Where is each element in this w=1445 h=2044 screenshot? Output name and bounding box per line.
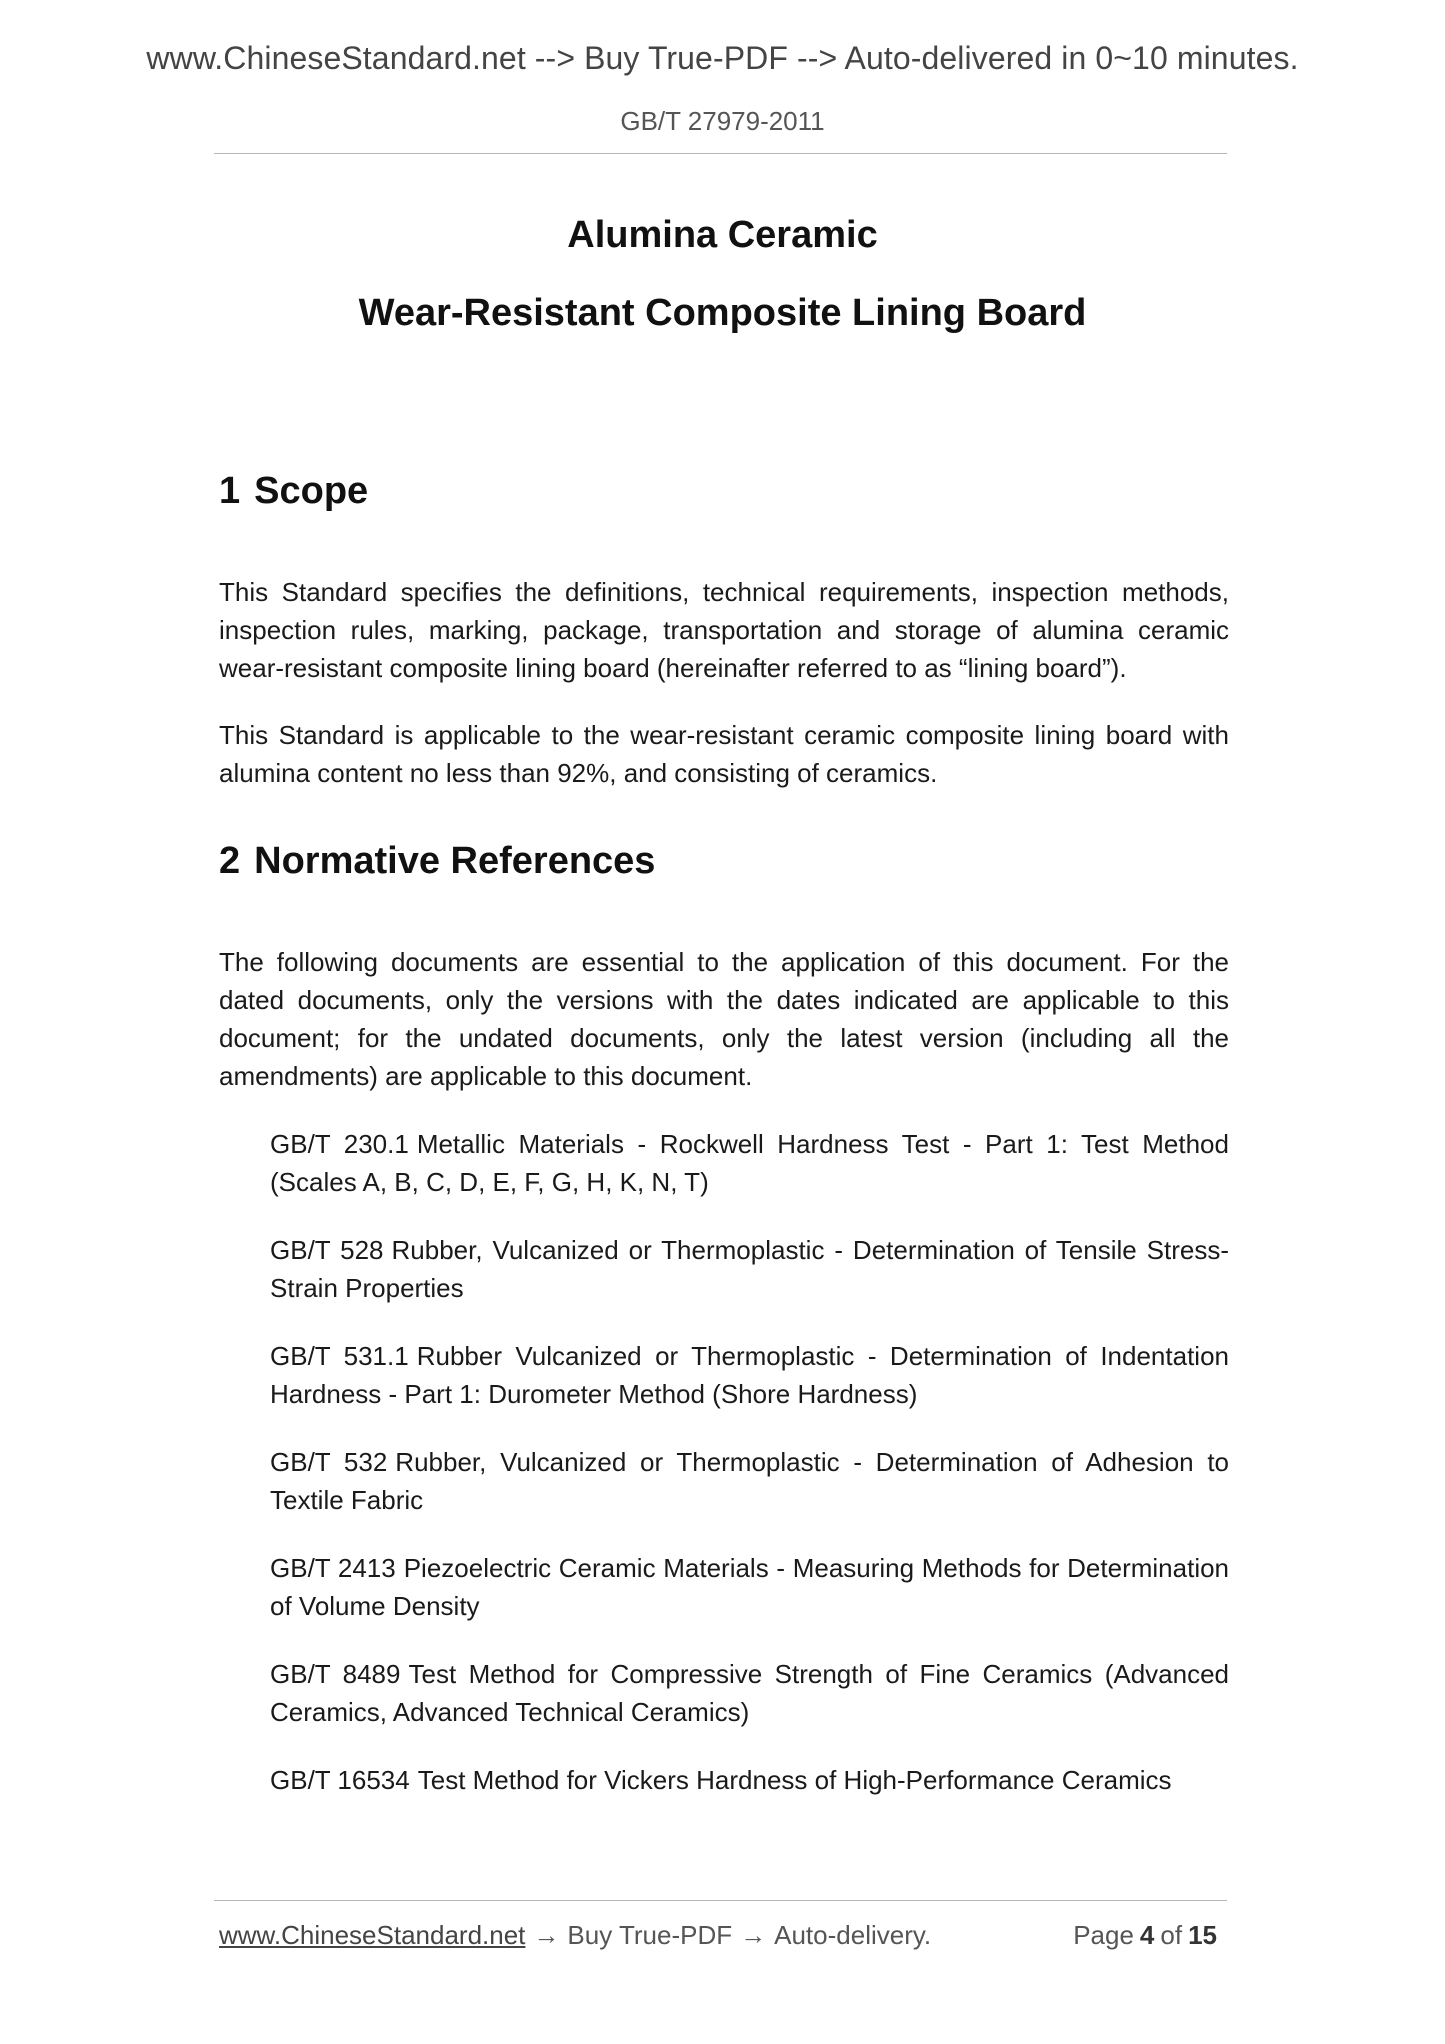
reference-item bbox=[270, 1231, 1229, 1307]
header-divider bbox=[214, 153, 1227, 154]
reference-title: Rubber Vulcanized or Thermoplastic - Determination of Indentation Hardness - Part 1: Durometer Method (Shore Hardness) bbox=[270, 1341, 1229, 1409]
reference-code: GB/T 2413 bbox=[270, 1553, 396, 1583]
footer-delivery-text: Auto-delivery. bbox=[774, 1920, 932, 1950]
section-heading-normative-references bbox=[219, 840, 655, 883]
reference-item bbox=[270, 1761, 1229, 1799]
reference-item bbox=[270, 1337, 1229, 1413]
section-heading-scope bbox=[219, 470, 368, 513]
page-current: 4 bbox=[1139, 1920, 1155, 1950]
footer-buy-text: Buy True-PDF bbox=[567, 1920, 733, 1950]
standard-code: GB/T 27979-2011 bbox=[620, 106, 825, 136]
reference-title: Metallic Materials - Rockwell Hardness Test - Part 1: Test Method (Scales A, B, C, D, E, F, G, H, K, N, T) bbox=[270, 1129, 1229, 1197]
reference-item bbox=[270, 1443, 1229, 1519]
reference-code: GB/T 528 bbox=[270, 1235, 384, 1265]
reference-code: GB/T 531.1 bbox=[270, 1341, 409, 1371]
reference-code: GB/T 16534 bbox=[270, 1765, 410, 1795]
footer-site-link[interactable]: www.ChineseStandard.net bbox=[219, 1920, 526, 1950]
reference-title: Test Method for Compressive Strength of Fine Ceramics (Advanced Ceramics, Advanced Technical Ceramics) bbox=[270, 1659, 1230, 1727]
document-title-line-2: Wear-Resistant Composite Lining Board bbox=[358, 292, 1087, 334]
reference-title: Rubber, Vulcanized or Thermoplastic - Determination of Adhesion to Textile Fabric bbox=[270, 1447, 1229, 1515]
reference-title: Piezoelectric Ceramic Materials - Measuring Methods for Determination of Volume Density bbox=[270, 1553, 1230, 1621]
page-total: 15 bbox=[1188, 1920, 1217, 1950]
reference-item bbox=[270, 1125, 1229, 1201]
reference-title: Test Method for Vickers Hardness of High-Performance Ceramics bbox=[417, 1765, 1172, 1795]
reference-code: GB/T 8489 bbox=[270, 1659, 401, 1689]
site-banner[interactable]: www.ChineseStandard.net --> Buy True-PDF --> Auto-delivered in 0~10 minutes. bbox=[146, 40, 1299, 76]
section-title: Scope bbox=[254, 470, 369, 512]
footer-promo bbox=[219, 1920, 931, 1951]
section-number: 1 bbox=[219, 470, 241, 512]
scope-paragraph-1: This Standard specifies the definitions, technical requirements, inspection methods, inspection rules, marking, package, transportation and storage of alumina ceramic wear-resistant composite lining board (hereinafter referred to as “lining board”). bbox=[219, 577, 1229, 683]
references-intro-paragraph: The following documents are essential to the application of this document. For the dated documents, only the versions with the dates indicated are applicable to this document; for the undated documents, only the latest version (including all the amendments) are applicable to this document. bbox=[219, 947, 1229, 1091]
section-number: 2 bbox=[219, 840, 241, 882]
arrow-right-icon: → bbox=[740, 1920, 767, 1950]
footer-divider bbox=[214, 1900, 1227, 1901]
page-indicator bbox=[1073, 1920, 1223, 1951]
reference-item bbox=[270, 1655, 1229, 1731]
document-title-line-1: Alumina Ceramic bbox=[567, 214, 878, 256]
page-label: Page bbox=[1073, 1920, 1134, 1950]
reference-code: GB/T 230.1 bbox=[270, 1129, 409, 1159]
arrow-right-icon: → bbox=[533, 1920, 560, 1950]
section-title: Normative References bbox=[254, 840, 656, 882]
page-of-label: of bbox=[1160, 1920, 1183, 1950]
reference-title: Rubber, Vulcanized or Thermoplastic - Determination of Tensile Stress-Strain Properties bbox=[270, 1235, 1229, 1303]
reference-item bbox=[270, 1549, 1229, 1625]
scope-paragraph-2: This Standard is applicable to the wear-resistant ceramic composite lining board with alumina content no less than 92%, and consisting of ceramics. bbox=[219, 720, 1229, 788]
reference-code: GB/T 532 bbox=[270, 1447, 388, 1477]
